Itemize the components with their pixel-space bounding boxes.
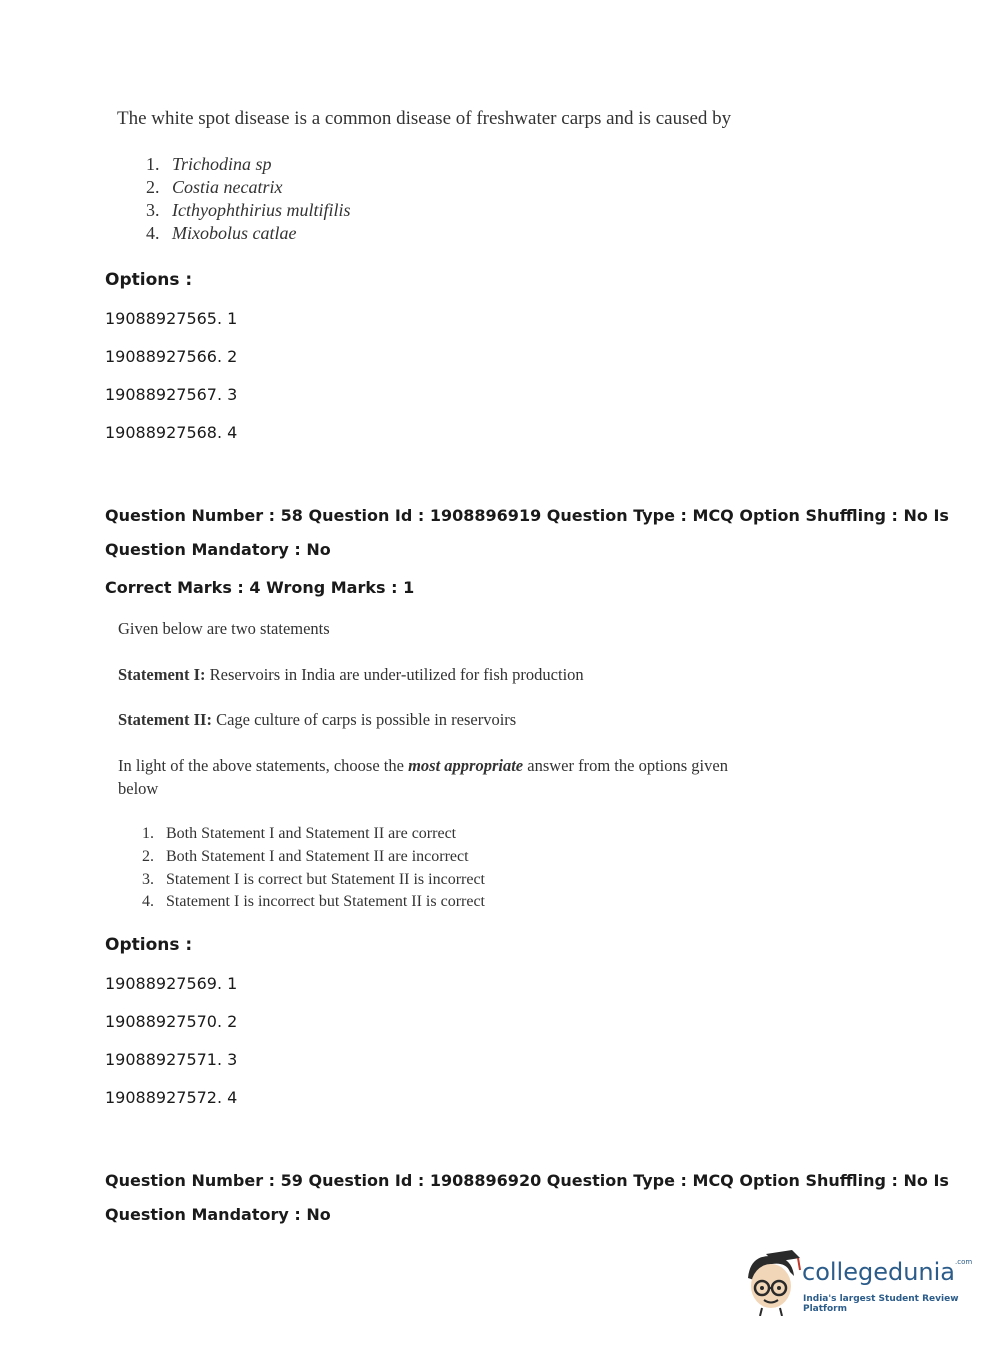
q58-item-3-text: Statement I is correct but Statement II is incorrect [166, 871, 485, 888]
q58-option-2: 19088927570. 2 [105, 1012, 238, 1031]
q58-statement-2 [118, 710, 516, 730]
q58-item-4-text: Statement I is incorrect but Statement II is correct [166, 893, 485, 910]
q58-item-3 [142, 871, 485, 889]
q58-instruction-pre: In light of the above statements, choose the [118, 756, 409, 775]
q57-item-3-num: 3. [146, 200, 160, 220]
q57-option-3: 19088927567. 3 [105, 385, 238, 404]
q57-item-4-text: Mixobolus catlae [172, 223, 297, 243]
q58-statement-2-text: Cage culture of carps is possible in reservoirs [211, 710, 517, 729]
q57-item-1-text: Trichodina sp [172, 154, 272, 174]
q58-instruction-post: answer from the options given [523, 756, 728, 775]
q57-option-2: 19088927566. 2 [105, 347, 238, 366]
q57-prompt: The white spot disease is a common disease of freshwater carps and is caused by [117, 108, 732, 129]
q57-item-2 [146, 177, 283, 198]
q58-option-4: 19088927572. 4 [105, 1088, 238, 1107]
q58-item-3-num: 3. [142, 871, 154, 888]
q58-statement-1-text: Reservoirs in India are under-utilized for fish production [205, 665, 584, 684]
q58-statement-2-label: Statement II: [118, 710, 212, 729]
logo-name-text: collegedunia [802, 1258, 956, 1286]
q57-item-4-num: 4. [146, 223, 160, 243]
q57-item-1 [146, 154, 272, 175]
collegedunia-logo [740, 1250, 973, 1320]
q57-item-3 [146, 200, 351, 221]
q58-marks: Correct Marks : 4 Wrong Marks : 1 [105, 578, 415, 597]
q57-item-1-num: 1. [146, 154, 160, 174]
q58-item-1 [142, 825, 456, 843]
logo-suffix: .com [955, 1258, 973, 1266]
logo-name [802, 1258, 972, 1286]
q58-item-1-num: 1. [142, 825, 154, 842]
q58-instruction [118, 756, 728, 776]
q58-statement-1-label: Statement I: [118, 665, 206, 684]
q58-intro: Given below are two statements [118, 619, 330, 638]
q58-instruction-emphasis: most appropriate [408, 756, 524, 775]
logo-tagline: India's largest Student Review Platform [803, 1294, 959, 1314]
q57-item-2-text: Costia necatrix [172, 177, 283, 197]
q57-option-1: 19088927565. 1 [105, 309, 238, 328]
q57-item-3-text: Icthyophthirius multifilis [172, 200, 351, 220]
q59-meta-line2: Question Mandatory : No [105, 1205, 331, 1224]
q58-item-2 [142, 848, 469, 866]
q58-meta-line1: Question Number : 58 Question Id : 1908896919 Question Type : MCQ Option Shuffling : No Is [105, 506, 949, 525]
q58-item-4-num: 4. [142, 893, 154, 910]
q58-statement-1 [118, 665, 584, 685]
mascot-icon [740, 1250, 802, 1316]
q57-options-label: Options : [105, 270, 193, 290]
q58-item-2-num: 2. [142, 848, 154, 865]
q58-item-2-text: Both Statement I and Statement II are incorrect [166, 848, 469, 865]
q58-option-1: 19088927569. 1 [105, 974, 238, 993]
q58-item-1-text: Both Statement I and Statement II are correct [166, 825, 457, 842]
q58-instruction-line2: below [118, 779, 159, 798]
q58-meta-line2: Question Mandatory : No [105, 540, 331, 559]
q59-meta-line1: Question Number : 59 Question Id : 1908896920 Question Type : MCQ Option Shuffling : No Is [105, 1171, 949, 1190]
q57-item-2-num: 2. [146, 177, 160, 197]
q57-item-4 [146, 223, 296, 244]
q58-item-4 [142, 893, 485, 911]
q57-option-4: 19088927568. 4 [105, 423, 238, 442]
q58-options-label: Options : [105, 935, 193, 955]
q58-option-3: 19088927571. 3 [105, 1050, 238, 1069]
